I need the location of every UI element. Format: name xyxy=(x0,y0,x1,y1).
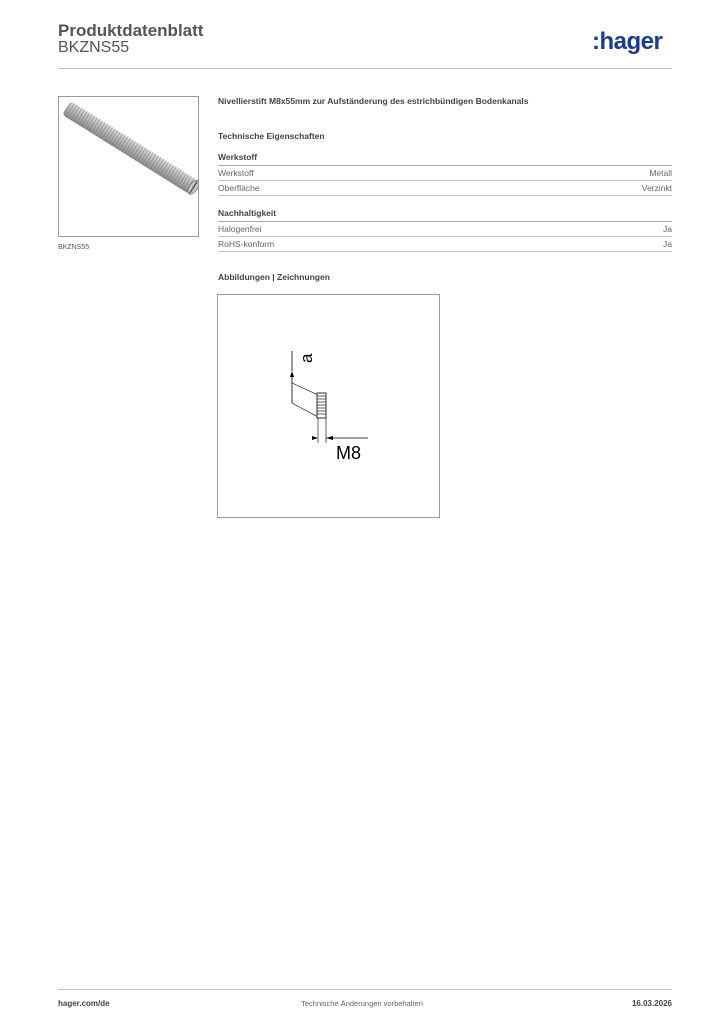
property-label: RoHS-konform xyxy=(218,239,275,249)
rod-drawing xyxy=(317,393,326,418)
header-divider xyxy=(58,68,672,69)
footer-date: 16.03.2026 xyxy=(631,999,672,1008)
footer-divider xyxy=(58,989,672,990)
dimension-drawing xyxy=(218,295,439,517)
product-image xyxy=(58,96,199,237)
hager-logo xyxy=(592,28,674,56)
property-value: Verzinkt xyxy=(641,183,672,193)
technical-drawing xyxy=(217,294,440,518)
figures-section-title: Abbildungen | Zeichnungen xyxy=(218,272,330,282)
technical-section-title: Technische Eigenschaften xyxy=(218,131,325,141)
property-row xyxy=(218,222,672,237)
product-code: BKZNS55 xyxy=(58,39,130,56)
group-title-sustainability: Nachhaltigkeit xyxy=(218,208,672,222)
property-row xyxy=(218,237,672,252)
content-column xyxy=(218,96,672,283)
property-group-material xyxy=(218,152,672,196)
document-title: Produktdatenblatt xyxy=(58,21,204,40)
footer-notice: Technische Änderungen vorbehalten xyxy=(301,999,423,1008)
group-title-material: Werkstoff xyxy=(218,152,672,166)
property-value: Ja xyxy=(663,239,672,249)
product-description: Nivellierstift M8x55mm zur Aufständerung des estrichbündigen Bodenkanals xyxy=(218,96,529,106)
property-label: Werkstoff xyxy=(218,168,254,178)
property-value: Ja xyxy=(663,224,672,234)
property-label: Oberfläche xyxy=(218,183,260,193)
dimension-label-a: a xyxy=(297,353,316,363)
property-label: Halogenfrei xyxy=(218,224,262,234)
dimension-label-m8: M8 xyxy=(336,443,362,463)
threaded-rod-image xyxy=(59,97,198,236)
property-value: Metall xyxy=(649,168,672,178)
property-row xyxy=(218,181,672,196)
property-row xyxy=(218,166,672,181)
product-image-caption: BKZNS55 xyxy=(58,244,90,251)
footer-website-link[interactable]: hager.com/de xyxy=(58,999,110,1008)
hager-logo-text: :hager xyxy=(592,28,663,55)
property-group-sustainability xyxy=(218,208,672,252)
